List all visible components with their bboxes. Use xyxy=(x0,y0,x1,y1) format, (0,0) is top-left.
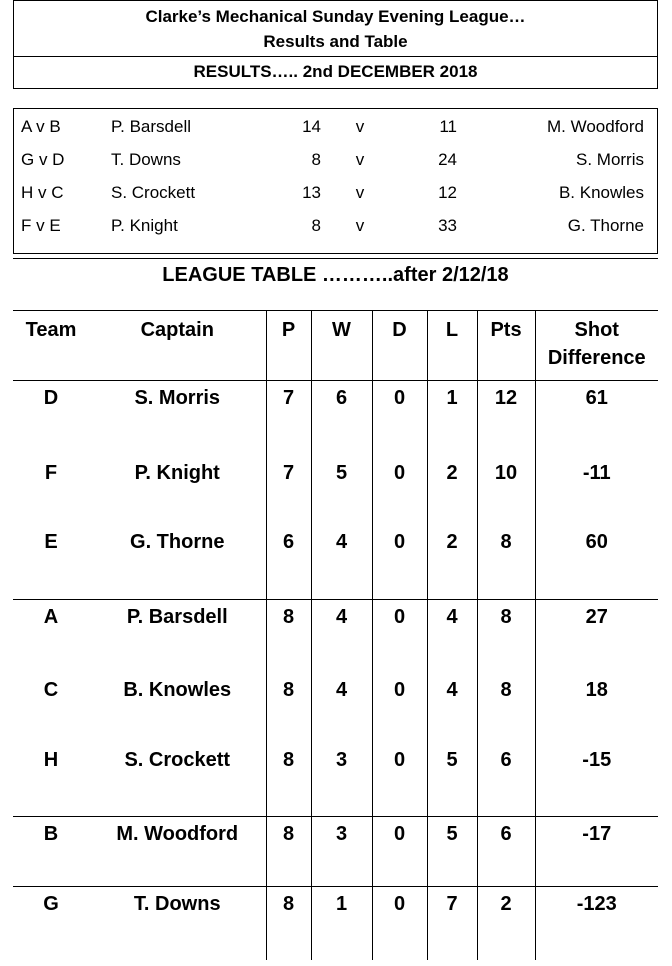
captain-cell: T. Downs xyxy=(133,892,221,915)
lost-cell: 1 xyxy=(427,380,477,456)
team-cell: D xyxy=(43,386,59,409)
points-cell: 8 xyxy=(477,673,535,743)
shot-diff-line1: Shot xyxy=(574,319,619,341)
played-cell: 7 xyxy=(266,456,311,525)
won-cell: 5 xyxy=(311,456,372,525)
team-cell: C xyxy=(43,679,59,701)
captain-cell: B. Knowles xyxy=(123,679,232,701)
played-cell: 8 xyxy=(266,673,311,743)
result-row xyxy=(13,113,658,143)
home-score: 8 xyxy=(311,216,321,235)
team-cell: G xyxy=(43,892,59,915)
played-cell: 8 xyxy=(266,743,311,816)
fixture-code: G v D xyxy=(21,150,65,169)
points-cell: 10 xyxy=(477,456,535,525)
points-cell: 8 xyxy=(477,525,535,599)
shot-diff-cell: 60 xyxy=(535,525,658,599)
captain-cell: P. Barsdell xyxy=(126,605,228,628)
played-cell: 8 xyxy=(266,886,311,960)
drawn-cell: 0 xyxy=(372,886,427,960)
col-header-drawn: D xyxy=(372,310,427,380)
league-table xyxy=(13,310,658,960)
fixture-code: A v B xyxy=(21,117,61,136)
result-row xyxy=(13,146,658,176)
team-cell: B xyxy=(13,816,89,886)
captain-cell: G. Thorne xyxy=(89,525,266,599)
drawn-cell: 0 xyxy=(372,380,427,456)
lost-cell: 5 xyxy=(427,816,477,886)
col-header-captain: Captain xyxy=(89,310,266,380)
lost-cell: 4 xyxy=(427,673,477,743)
league-title-line1: Clarke’s Mechanical Sunday Evening League… xyxy=(145,7,526,26)
col-header-shot-difference xyxy=(535,310,658,380)
versus-label: v xyxy=(355,183,365,202)
versus-label: v xyxy=(355,216,365,235)
away-score: 24 xyxy=(438,150,457,169)
results-heading: RESULTS….. 2nd DECEMBER 2018 xyxy=(193,62,478,81)
team-cell: E xyxy=(13,525,89,599)
won-cell: 1 xyxy=(311,886,372,960)
captain-cell: S. Morris xyxy=(134,386,221,409)
won-cell: 4 xyxy=(311,599,372,673)
won-cell: 4 xyxy=(311,525,372,599)
home-captain: S. Crockett xyxy=(111,183,196,202)
home-captain: T. Downs xyxy=(111,150,181,169)
won-cell: 3 xyxy=(311,743,372,816)
team-cell: F xyxy=(44,462,58,484)
away-captain: S. Morris xyxy=(576,150,644,169)
league-top-rule xyxy=(13,258,658,259)
captain-cell: M. Woodford xyxy=(89,816,266,886)
shot-diff-cell: -11 xyxy=(535,456,658,525)
shot-diff-cell: 18 xyxy=(535,673,658,743)
shot-diff-cell: -123 xyxy=(535,886,658,960)
played-cell: 8 xyxy=(266,816,311,886)
away-score: 33 xyxy=(438,216,457,235)
shot-diff-cell: -15 xyxy=(535,743,658,816)
table-header-row xyxy=(13,310,658,380)
away-score: 11 xyxy=(439,117,457,136)
home-score: 14 xyxy=(302,117,321,136)
home-score: 13 xyxy=(302,183,321,202)
fixture-code: H v C xyxy=(21,183,64,202)
col-header-played: P xyxy=(266,310,311,380)
col-header-team: Team xyxy=(13,310,89,380)
points-cell: 6 xyxy=(477,816,535,886)
team-cell: A xyxy=(43,605,59,628)
lost-cell: 7 xyxy=(427,886,477,960)
home-captain: P. Knight xyxy=(111,216,178,235)
table-row xyxy=(13,743,658,816)
home-score: 8 xyxy=(311,150,321,169)
league-table-title: LEAGUE TABLE ………..after 2/12/18 xyxy=(162,264,509,286)
league-title-line2: Results and Table xyxy=(263,32,408,51)
drawn-cell: 0 xyxy=(372,673,427,743)
home-captain: P. Barsdell xyxy=(111,117,192,136)
col-header-won: W xyxy=(311,310,372,380)
played-cell: 6 xyxy=(266,525,311,599)
drawn-cell: 0 xyxy=(372,816,427,886)
lost-cell: 5 xyxy=(427,743,477,816)
played-cell: 7 xyxy=(266,380,311,456)
team-cell: H xyxy=(13,743,89,816)
away-captain: M. Woodford xyxy=(546,117,644,136)
lost-cell: 2 xyxy=(427,456,477,525)
captain-cell: P. Knight xyxy=(134,462,220,484)
versus-label: v xyxy=(355,150,365,169)
table-row xyxy=(13,599,658,673)
drawn-cell: 0 xyxy=(372,456,427,525)
shot-diff-cell: 61 xyxy=(535,380,658,456)
points-cell: 8 xyxy=(477,599,535,673)
points-cell: 12 xyxy=(477,380,535,456)
result-row xyxy=(13,179,658,209)
away-captain: G. Thorne xyxy=(567,216,644,235)
drawn-cell: 0 xyxy=(372,525,427,599)
versus-label: v xyxy=(355,117,365,136)
drawn-cell: 0 xyxy=(372,599,427,673)
played-cell: 8 xyxy=(266,599,311,673)
won-cell: 4 xyxy=(311,673,372,743)
won-cell: 3 xyxy=(311,816,372,886)
drawn-cell: 0 xyxy=(372,743,427,816)
col-header-lost: L xyxy=(427,310,477,380)
shot-diff-line2: Difference xyxy=(547,347,646,369)
table-row xyxy=(13,380,658,456)
shot-diff-cell: -17 xyxy=(535,816,658,886)
away-captain: B. Knowles xyxy=(558,183,644,202)
won-cell: 6 xyxy=(311,380,372,456)
points-cell: 6 xyxy=(477,743,535,816)
table-row xyxy=(13,886,658,960)
points-cell: 2 xyxy=(477,886,535,960)
fixture-code: F v E xyxy=(21,216,61,235)
table-row xyxy=(13,456,658,525)
lost-cell: 4 xyxy=(427,599,477,673)
col-header-points: Pts xyxy=(477,310,535,380)
lost-cell: 2 xyxy=(427,525,477,599)
result-row xyxy=(13,212,658,242)
table-row xyxy=(13,816,658,886)
table-row xyxy=(13,673,658,743)
shot-diff-cell: 27 xyxy=(535,599,658,673)
captain-cell: S. Crockett xyxy=(89,743,266,816)
away-score: 12 xyxy=(438,183,457,202)
table-row xyxy=(13,525,658,599)
